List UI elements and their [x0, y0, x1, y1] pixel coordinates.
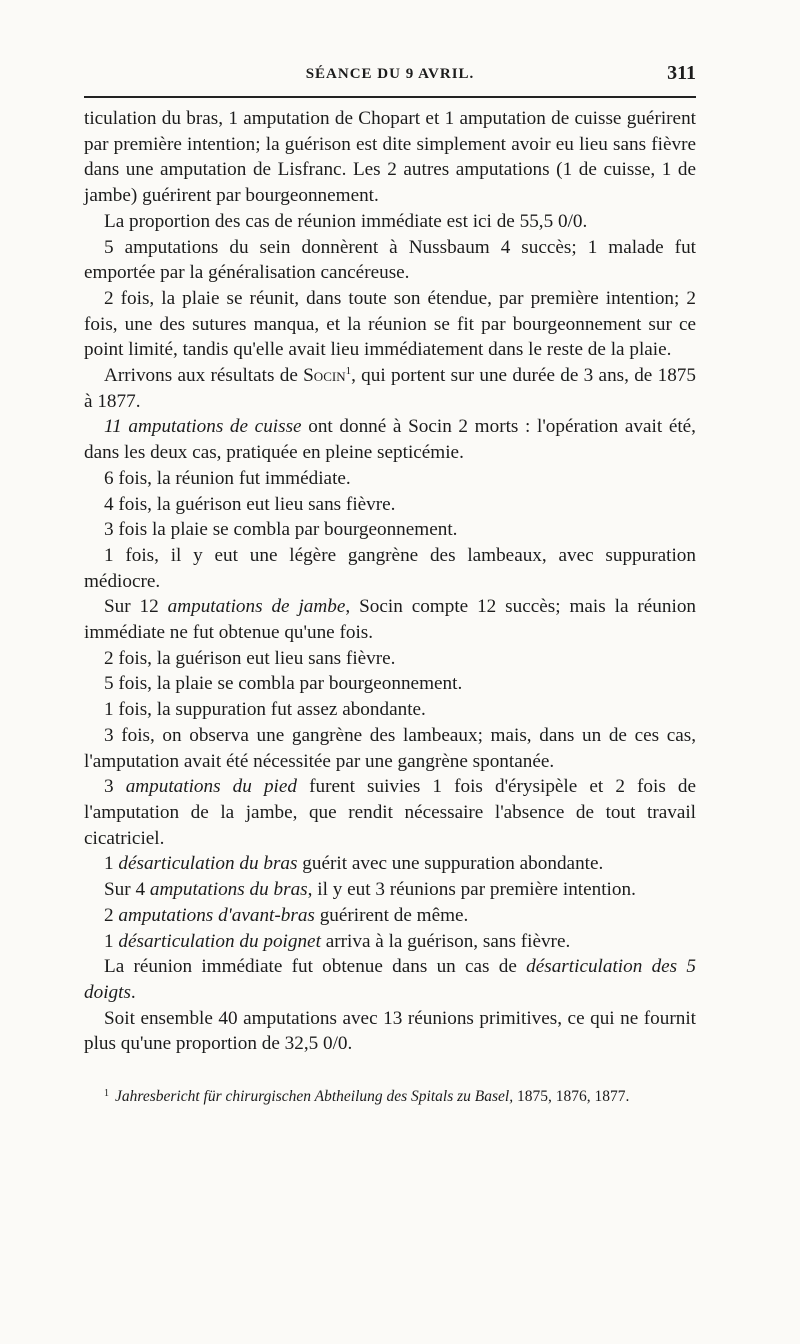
paragraph: 11 amputations de cuisse ont donné à Socin 2 morts : l'opération avait été, dans les deux cas, pratiquée en pleine septicémie. [84, 416, 696, 464]
book-page [84, 56, 696, 1107]
running-title: SÉANCE DU 9 AVRIL. [305, 66, 475, 82]
header-rule [84, 96, 696, 98]
paragraph: 1 désarticulation du poignet arriva à la guérison, sans fièvre. [104, 930, 571, 952]
paragraph: 1 fois, la suppuration fut assez abondante. [104, 699, 426, 721]
paragraph: 1 désarticulation du bras guérit avec une suppuration abondante. [104, 853, 604, 875]
paragraph: Sur 12 amputations de jambe, Socin compte 12 succès; mais la réunion immédiate ne fut obtenue qu'une fois. [84, 596, 697, 644]
paragraph: 5 fois, la plaie se combla par bourgeonnement. [104, 673, 463, 695]
page-number: 311 [667, 62, 696, 84]
paragraph: 3 fois la plaie se combla par bourgeonnement. [104, 519, 458, 541]
paragraph: 3 amputations du pied furent suivies 1 fois d'érysipèle et 2 fois de l'amputation de la jambe, que rendit nécessaire l'absence de tout travail cicatriciel. [84, 776, 696, 849]
paragraph: Arrivons aux résultats de Socin$^1$, qui portent sur une durée de 3 ans, de 1875 à 1877. [84, 365, 696, 412]
paragraph: 3 fois, on observa une gangrène des lambeaux; mais, dans un de ces cas, l'amputation avait été nécessitée par une gangrène spontanée. [84, 724, 696, 772]
running-head [84, 56, 696, 92]
footnote [84, 1083, 696, 1107]
paragraph: 5 amputations du sein donnèrent à Nussbaum 4 succès; 1 malade fut emportée par la généralisation cancéreuse. [84, 236, 696, 284]
author-name: Socin [303, 365, 346, 387]
paragraph: La réunion immédiate fut obtenue dans un cas de désarticulation des 5 doigts. [84, 956, 697, 1003]
paragraph: 4 fois, la guérison eut lieu sans fièvre. [104, 493, 396, 515]
paragraph: 2 fois, la plaie se réunit, dans toute son étendue, par première intention; 2 fois, une des sutures manqua, et la réunion se fit par bourgeonnement sur ce point limité, tandis qu'elle avait lieu immédiatement dans le reste de la plaie. [84, 287, 696, 361]
paragraph: 2 amputations d'avant-bras guérirent de même. [104, 904, 469, 926]
footnote-mark: 1 [104, 1088, 109, 1100]
footnote-years: 1875, 1876, 1877. [513, 1088, 630, 1106]
footnote-citation: Jahresbericht für chirurgischen Abtheilung des Spitals zu Basel, [115, 1088, 514, 1106]
paragraph: ticulation du bras, 1 amputation de Chopart et 1 amputation de cuisse guérirent par première intention; la guérison est dite simplement avoir eu lieu sans fièvre dans une amputation de Lisfranc. Les 2 autres amputations (1 de cuisse, 1 de jambe) guérirent par bourgeonnement. [84, 108, 696, 207]
paragraph: La proportion des cas de réunion immédiate est ici de 55,5 0/0. [104, 210, 588, 232]
paragraph: 6 fois, la réunion fut immédiate. [104, 467, 351, 489]
footnote-reference: 1 [345, 365, 352, 378]
paragraph: 1 fois, il y eut une légère gangrène des lambeaux, avec suppuration médiocre. [84, 544, 696, 592]
paragraph: Sur 4 amputations du bras, il y eut 3 réunions par première intention. [104, 879, 636, 901]
paragraph: Soit ensemble 40 amputations avec 13 réunions primitives, ce qui ne fournit plus qu'une proportion de 32,5 0/0. [84, 1007, 696, 1055]
body-text [84, 106, 696, 1057]
paragraph: 2 fois, la guérison eut lieu sans fièvre. [104, 647, 396, 669]
